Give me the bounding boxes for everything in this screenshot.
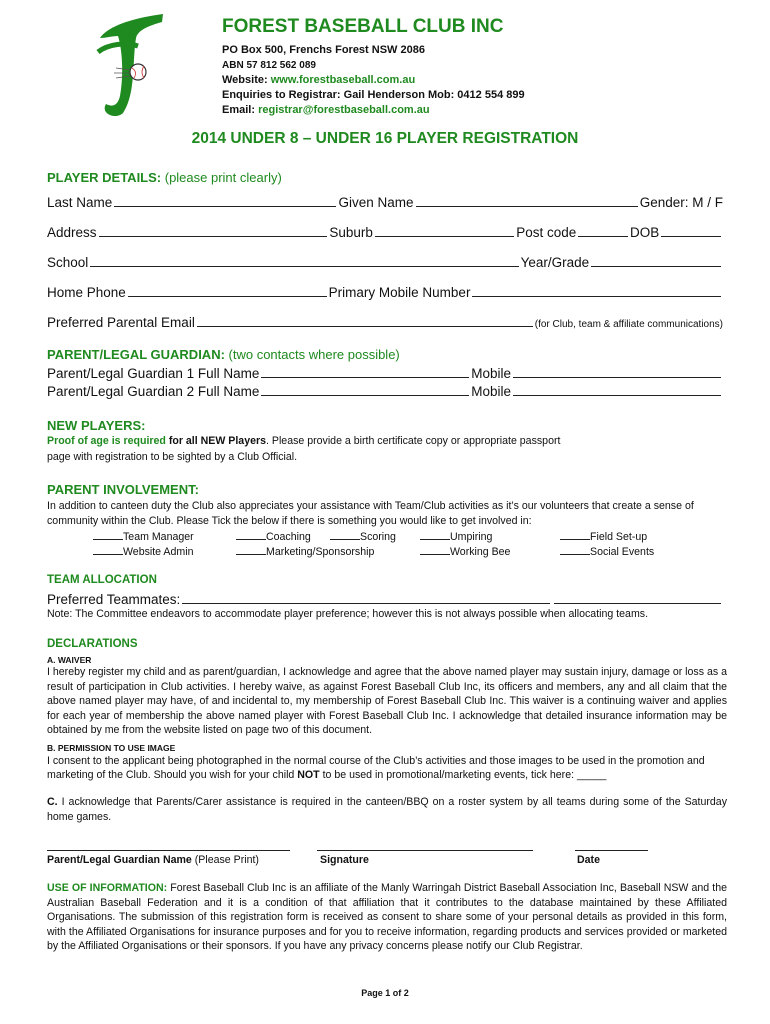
tick-website-admin[interactable]: Website Admin	[93, 544, 193, 558]
preferred-email-label: Preferred Parental Email	[47, 315, 195, 330]
guardian1-mobile-label: Mobile	[471, 366, 512, 381]
tick-field-setup[interactable]: Field Set-up	[560, 529, 647, 543]
declarations-heading: DECLARATIONS	[47, 638, 138, 650]
guardian2-name-field[interactable]	[261, 383, 469, 396]
tick-working-bee[interactable]: Working Bee	[420, 544, 510, 558]
signature-line[interactable]	[317, 850, 533, 851]
tick-umpiring[interactable]: Umpiring	[420, 529, 492, 543]
date-line[interactable]	[575, 850, 648, 851]
last-name-label: Last Name	[47, 195, 113, 210]
school-field[interactable]	[90, 254, 518, 267]
gender-label: Gender: M / F	[639, 195, 723, 210]
address-row	[47, 224, 723, 240]
email-row	[47, 314, 723, 330]
guardian-heading: PARENT/LEGAL GUARDIAN: (two contacts where possible)	[47, 347, 400, 362]
suburb-label: Suburb	[329, 225, 373, 240]
enquiries-line: Enquiries to Registrar: Gail Henderson Mob: 0412 554 899	[222, 89, 525, 101]
address-label: Address	[47, 225, 97, 240]
club-name: FOREST BASEBALL CLUB INC	[222, 16, 504, 37]
school-row	[47, 254, 723, 270]
guardian-name-line[interactable]	[47, 850, 290, 851]
email-note: (for Club, team & affiliate communications)	[534, 319, 723, 330]
primary-mobile-label: Primary Mobile Number	[328, 285, 471, 300]
dob-label: DOB	[630, 225, 660, 240]
given-name-field[interactable]	[416, 194, 638, 207]
abn: ABN 57 812 562 089	[222, 60, 316, 71]
new-players-heading: NEW PLAYERS:	[47, 418, 146, 433]
image-permission-heading: B. PERMISSION TO USE IMAGE	[47, 743, 176, 753]
team-allocation-heading: TEAM ALLOCATION	[47, 574, 157, 586]
website-line: Website: www.forestbaseball.com.au	[222, 74, 416, 86]
address-field[interactable]	[99, 224, 328, 237]
last-name-field[interactable]	[114, 194, 336, 207]
guardian1-row	[47, 365, 723, 381]
email-line: Email: registrar@forestbaseball.com.au	[222, 104, 430, 116]
form-title: 2014 UNDER 8 – UNDER 16 PLAYER REGISTRATION	[191, 130, 579, 147]
dob-field[interactable]	[661, 224, 721, 237]
tick-coaching[interactable]: Coaching	[236, 529, 311, 543]
guardian1-mobile-field[interactable]	[513, 365, 721, 378]
guardian2-label: Parent/Legal Guardian 2 Full Name	[47, 384, 260, 399]
preferred-teammates-row	[47, 591, 723, 607]
tick-scoring[interactable]: Scoring	[330, 529, 396, 543]
school-label: School	[47, 255, 89, 270]
proof-of-age-line2: page with registration to be sighted by a Club Official.	[47, 451, 298, 463]
suburb-field[interactable]	[375, 224, 514, 237]
guardian2-mobile-label: Mobile	[471, 384, 512, 399]
signature-label: Signature	[320, 854, 369, 866]
team-allocation-note: Note: The Committee endeavors to accommodate player preference; however this is not always possible when allocating teams.	[47, 608, 649, 620]
guardian-name-label: Parent/Legal Guardian Name (Please Print)	[47, 854, 259, 866]
phone-row	[47, 284, 723, 300]
waiver-heading: A. WAIVER	[47, 655, 92, 665]
preferred-teammates-field2[interactable]	[554, 591, 721, 604]
page-number: Page 1 of 2	[361, 988, 409, 998]
primary-mobile-field[interactable]	[472, 284, 721, 297]
given-name-label: Given Name	[338, 195, 414, 210]
postcode-field[interactable]	[578, 224, 628, 237]
website-link[interactable]: www.forestbaseball.com.au	[270, 74, 416, 86]
tick-marketing[interactable]: Marketing/Sponsorship	[236, 544, 374, 558]
year-grade-label: Year/Grade	[520, 255, 590, 270]
date-label: Date	[577, 854, 600, 866]
email-link[interactable]: registrar@forestbaseball.com.au	[258, 104, 430, 116]
guardian2-mobile-field[interactable]	[513, 383, 721, 396]
canteen-declaration: C. I acknowledge that Parents/Carer assistance is required in the canteen/BBQ on a roster system by all teams during some of the Saturday home games.	[47, 796, 727, 823]
involvement-text: In addition to canteen duty the Club also appreciates your assistance with Team/Club activities as it’s our volunteers that create a sense of community within the Club. Please Tick the below if there is something you would like to get involved in:	[47, 500, 694, 527]
year-grade-field[interactable]	[591, 254, 721, 267]
player-details-heading: PLAYER DETAILS: (please print clearly)	[47, 170, 282, 185]
postcode-label: Post code	[516, 225, 577, 240]
use-of-information: USE OF INFORMATION: Forest Baseball Club Inc is an affiliate of the Manly Warringah District Baseball Association Inc, Baseball NSW and the Australian Baseball Federation and it is a condition of that affiliation that it contributes to the database maintained by these Affiliated Organisations. The submission of this registration form is received as consent to share some of your personal details as provided in this form, with the Affiliated Organisations for insurance purposes and for you to receive information, regarding products and services provided or marketed by the Affiliated Organisations or their sponsors. If you have any privacy concerns please notify our Club Registrar.	[47, 882, 727, 952]
guardian1-label: Parent/Legal Guardian 1 Full Name	[47, 366, 260, 381]
involvement-heading: PARENT INVOLVEMENT:	[47, 482, 199, 497]
waiver-text: I hereby register my child and as parent/guardian, I acknowledge and agree that the above named player may sustain injury, damage or loss as a result of participation in Club activities. I hereby waive, as against Forest Baseball Club Inc, its officers and members, any and all claim that the above named player may have, of and incidental to, my membership of Forest Baseball Club Inc. This waiver is a continuing waiver and applies for each year of membership the above named player with Forest Baseball Club Inc. I acknowledge that detailed insurance information may be obtained by me from the website listed on page two of this document.	[47, 666, 727, 736]
name-row	[47, 194, 723, 210]
tick-social-events[interactable]: Social Events	[560, 544, 654, 558]
image-permission-line1: I consent to the applicant being photographed in the normal course of the Club’s activities and those images to be used in the promotion and	[47, 755, 705, 767]
home-phone-field[interactable]	[128, 284, 327, 297]
po-box: PO Box 500, Frenchs Forest NSW 2086	[222, 44, 425, 56]
guardian1-name-field[interactable]	[261, 365, 469, 378]
image-permission-line2: marketing of the Club. Should you wish for your child NOT to be used in promotional/marketing events, tick here: _____	[47, 769, 607, 781]
preferred-teammates-label: Preferred Teammates:	[47, 592, 181, 607]
tick-team-manager[interactable]: Team Manager	[93, 529, 194, 543]
proof-of-age-line1: Proof of age is required for all NEW Players. Please provide a birth certificate copy or appropriate passport	[47, 435, 561, 447]
forest-baseball-logo-icon	[78, 8, 183, 120]
preferred-email-field[interactable]	[197, 314, 533, 327]
preferred-teammates-field1[interactable]	[182, 591, 550, 604]
home-phone-label: Home Phone	[47, 285, 126, 300]
guardian2-row	[47, 383, 723, 399]
